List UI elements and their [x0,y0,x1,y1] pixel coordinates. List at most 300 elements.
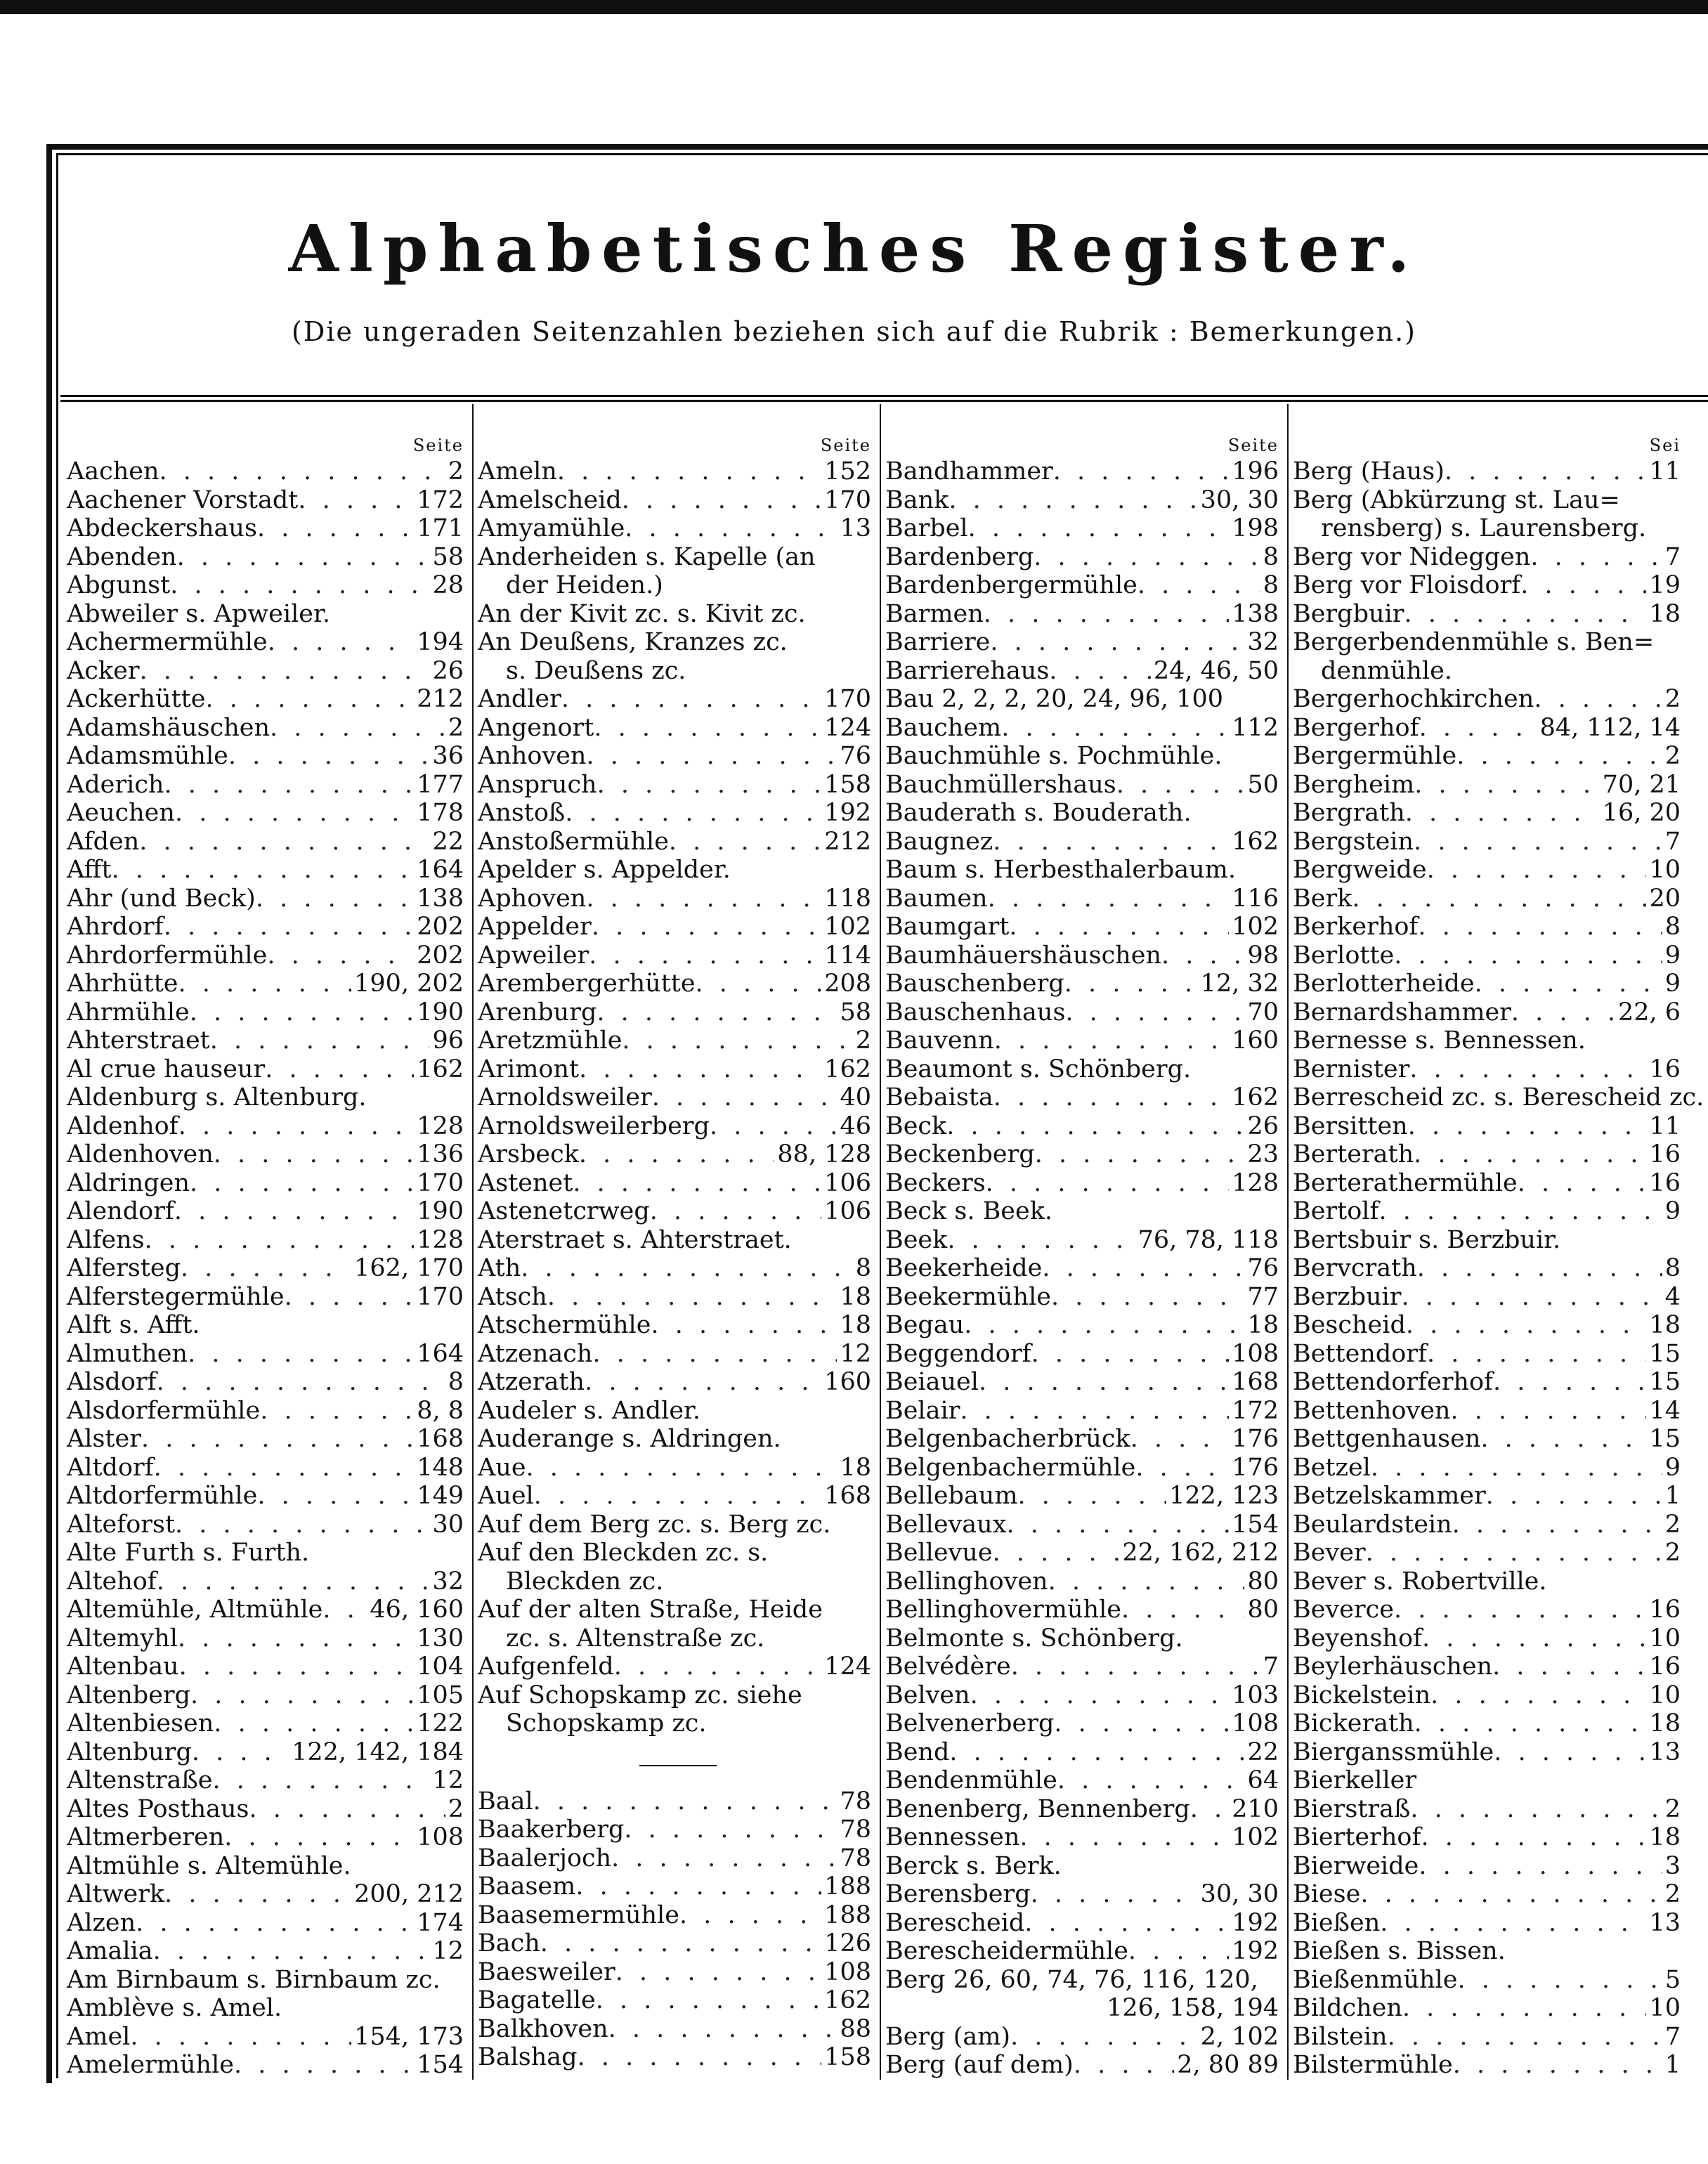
entry-page-number: 16 [1649,1653,1681,1681]
entry-page-number: 88, 128 [777,1140,871,1168]
leader-dots [1011,1653,1260,1681]
leader-dots [575,1872,821,1901]
entry-page-number: 178 [417,799,464,827]
entry-page-number: 158 [824,770,871,799]
leader-dots [154,1454,414,1482]
index-entry [885,771,1286,800]
entry-term: Aterstraet s. Ahterstraet. [478,1225,792,1254]
entry-page-number: 108 [1232,1709,1279,1738]
entry-term: Bersitten [1293,1112,1408,1140]
entry-term: Bardenberg [885,542,1034,571]
entry-term: Bilstermühle [1293,2051,1453,2079]
index-entry [478,1254,878,1283]
entry-page-number: 18 [1649,1311,1681,1339]
entry-page-number: 9 [1664,1197,1681,1225]
entry-term: Aue [478,1453,526,1482]
entry-page-number: 77 [1247,1282,1279,1311]
entry-term: Ahterstraet [67,1026,210,1055]
leader-dots [949,1738,1244,1767]
index-entry [885,1909,1286,1938]
entry-list [1293,457,1704,2080]
index-entry [478,1454,878,1482]
index-entry [885,1738,1286,1767]
entry-page-number: 10 [1649,1681,1681,1709]
index-entry [67,771,471,800]
index-entry [67,1368,471,1397]
leader-dots [1418,913,1662,941]
index-entry [67,543,471,572]
entry-term: Berlotte [1293,941,1395,970]
entry-term: Bernister [1293,1055,1410,1083]
entry-term: Am Birnbaum s. Birnbaum zc. [67,1965,441,1994]
index-entry [1293,913,1681,941]
entry-page-number: 46, 160 [370,1596,464,1624]
entry-term: Berkerhof [1293,913,1419,941]
entry-term: Belair [885,1396,960,1425]
index-entry [67,685,471,714]
entry-page-number: 76, 78, 118 [1137,1225,1279,1254]
entry-page-number: 36 [432,742,464,770]
entry-page-number: 192 [1232,1937,1279,1965]
leader-dots [1450,1397,1646,1426]
index-entry [478,1283,878,1312]
entry-page-number: 30, 30 [1200,485,1279,514]
entry-page-number: 10 [1649,1624,1681,1653]
leader-dots [164,1880,351,1909]
leader-dots [179,1653,415,1681]
leader-dots [1010,2023,1198,2052]
entry-term: Baugnez [885,827,993,856]
leader-dots [533,1787,837,1816]
entry-page-number: 212 [824,827,871,856]
index-entry [478,1653,878,1681]
index-entry [67,1197,471,1226]
leader-dots [990,628,1244,657]
entry-page-number: 2 [1664,742,1681,770]
leader-dots [298,486,414,515]
index-entry [67,457,471,486]
index-entry [885,1226,1286,1255]
entry-page-number: 50 [1247,770,1279,799]
index-entry [67,1283,471,1312]
leader-dots [1410,1795,1662,1824]
entry-term: Bellinghoven [885,1567,1048,1596]
entry-page-number: 194 [417,628,464,656]
index-entry [67,970,471,998]
entry-term: Baasem [478,1872,576,1901]
index-column-3 [880,404,1286,2080]
entry-page-number: 32 [1247,628,1279,656]
leader-dots [1009,913,1229,941]
entry-term: Belgenbachermühle [885,1453,1136,1482]
entry-page-number: 24, 46, 50 [1153,656,1279,685]
entry-term: Baum s. Herbesthalerbaum. [885,856,1236,884]
leader-dots [710,1112,837,1141]
entry-page-number: 160 [824,1368,871,1396]
entry-term: Altmühle s. Altemühle. [67,1851,351,1880]
index-entry [478,885,878,913]
entry-page-number: 22 [432,827,464,856]
entry-term: Altenbau [67,1653,179,1681]
index-entry [478,714,878,743]
entry-term: Bever [1293,1539,1366,1567]
entry-page-number: 122 [417,1709,464,1738]
index-entry [478,1140,878,1169]
leader-dots [1430,1681,1646,1710]
index-entry [478,1901,878,1930]
entry-page-number: 196 [1232,457,1279,485]
index-entry [67,1226,471,1255]
leader-dots [1042,1254,1244,1283]
entry-page-number: 162 [824,1055,871,1083]
index-entry [67,742,471,771]
index-entry [1293,514,1681,543]
index-entry [885,1083,1286,1112]
index-entry [67,571,471,600]
entry-term: Berck s. Berk. [885,1851,1062,1880]
leader-dots [1006,1511,1229,1539]
entry-term: Amalia [67,1937,153,1965]
index-entry [478,913,878,941]
entry-term: Auf dem Berg zc. s. Berg zc. [478,1510,831,1539]
entry-term: Alfersteg [67,1254,181,1282]
leader-dots [177,543,430,572]
index-entry [478,1539,878,1567]
entry-term: Atzenach [478,1339,593,1368]
entry-term: Bescheid [1293,1311,1406,1339]
index-entry [67,1823,471,1852]
leader-dots [136,1909,414,1938]
entry-page-number: 8 [855,1254,871,1282]
index-entry [478,742,878,771]
index-entry [1293,1254,1681,1283]
leader-dots [614,1653,821,1681]
entry-page-number: 15 [1649,1425,1681,1453]
leader-dots [256,885,414,913]
leader-dots [190,1681,414,1710]
leader-dots [257,1482,414,1511]
index-entry [1293,457,1681,486]
index-entry [478,1368,878,1397]
index-entry [67,1966,471,1995]
entry-term: Andler [478,685,561,713]
entry-term: Atsch [478,1282,547,1311]
leader-dots [1534,685,1662,714]
index-entry [478,1872,878,1901]
index-entry [478,685,878,714]
entry-page-number: 13 [1649,1738,1681,1766]
leader-dots [1121,1596,1244,1624]
entry-term: Balshag [478,2043,578,2071]
entry-page-number: 7 [1664,827,1681,856]
entry-page-number: 23 [1247,1140,1279,1168]
entry-page-number: 124 [824,713,871,742]
index-entry [478,1340,878,1369]
entry-term: Betzelskammer [1293,1482,1486,1510]
index-entry [1293,1795,1681,1824]
entry-term: Altes Posthaus [67,1794,249,1823]
index-entry [885,543,1286,572]
entry-page-number: 30 [432,1510,464,1539]
leader-dots [1486,1482,1662,1511]
entry-term: Ahr (und Beck) [67,884,256,913]
index-entry [885,1254,1286,1283]
entry-term: Altemyhl [67,1624,178,1653]
entry-term: Altmerberen [67,1823,225,1851]
index-entry [885,941,1286,970]
entry-page-number: 128 [1232,1168,1279,1197]
index-entry [478,486,878,515]
entry-term: Astenet [478,1168,573,1197]
index-entry [67,799,471,828]
leader-dots [589,941,821,970]
index-entry [1293,742,1681,771]
leader-dots [592,913,821,941]
index-entry [1293,1083,1704,1112]
entry-page-number: 5 [1664,1965,1681,1994]
index-entry [1293,998,1681,1027]
entry-page-number: 8 [1664,1254,1681,1282]
entry-page-number: 70, 21 [1602,770,1681,799]
index-entry [1293,1880,1681,1909]
index-entry [67,1852,471,1881]
entry-page-number: 19 [1649,571,1681,599]
entry-page-number: 200, 212 [354,1880,464,1908]
index-entry [885,1340,1286,1369]
entry-page-number: 170 [824,485,871,514]
index-entry [1293,685,1681,714]
entry-term: Bettendorferhof [1293,1368,1493,1396]
index-entry [67,1169,471,1198]
index-entry [885,1596,1286,1624]
leader-dots [1427,1340,1646,1369]
entry-term: Auf den Bleckden zc. s. [478,1539,769,1567]
entry-term: Berg (Haus) [1293,457,1445,485]
index-entry [478,1567,878,1596]
entry-term: Beiauel [885,1368,979,1396]
leader-dots [586,742,837,771]
entry-term: Bertsbuir s. Berzbuir. [1293,1225,1561,1254]
index-entry [478,543,878,572]
entry-term: Beverce [1293,1596,1394,1624]
index-entry [67,1425,471,1454]
entry-term: Bergheim [1293,770,1415,799]
leader-dots [112,856,415,885]
entry-term: Berterath [1293,1140,1414,1168]
index-entry [67,1994,471,2023]
entry-term: Auderange s. Aldringen. [478,1425,781,1453]
leader-dots [214,1709,414,1738]
leader-dots [579,1140,775,1169]
index-entry [1293,1112,1681,1141]
index-entry [478,1026,878,1055]
index-entry [885,628,1286,657]
index-entry [885,1425,1286,1454]
leader-dots [611,1844,837,1873]
entry-page-number: 108 [1232,1339,1279,1368]
index-entry [885,2023,1286,2052]
entry-page-number: 78 [840,1787,871,1816]
entry-page-number: 8 [448,1368,464,1396]
entry-page-number: 114 [824,941,871,970]
entry-term: Bellevaux [885,1510,1007,1539]
index-entry [1293,1681,1681,1710]
entry-page-number: 177 [417,770,464,799]
entry-term: Bertolf [1293,1197,1379,1225]
leader-dots [1054,1709,1229,1738]
entry-term: Beekermühle [885,1282,1051,1311]
entry-term: Bauschenberg [885,970,1064,998]
leader-dots [1053,457,1229,486]
entry-page-number: 16 [1649,1168,1681,1197]
entry-term: Bettgenhausen [1293,1425,1481,1453]
entry-page-number: 106 [824,1168,871,1197]
entry-term: Baumen [885,884,988,913]
entry-page-number: 28 [432,571,464,599]
index-entry [478,1397,878,1426]
index-entry [478,1425,878,1454]
entry-term: Bellebaum [885,1482,1018,1510]
entry-term: Beaumont s. Schönberg. [885,1055,1192,1083]
entry-term: Bau 2, 2, 2, 20, 24, 96, 100 [885,685,1223,713]
leader-dots [1031,1340,1230,1369]
index-entry [885,1112,1286,1141]
entry-page-number: 176 [1232,1425,1279,1453]
entry-page-number: 2 [448,457,464,485]
index-entry [885,1482,1286,1511]
entry-term: Beck [885,1112,947,1140]
entry-page-number: 168 [1232,1368,1279,1396]
entry-page-number: 46 [840,1112,871,1140]
leader-dots [970,1681,1230,1710]
entry-term: Bebaista [885,1083,993,1112]
entry-page-number: 18 [840,1311,871,1339]
leader-dots [178,970,351,998]
entry-page-number: 192 [824,799,871,827]
entry-page-number: 158 [824,2043,871,2071]
leader-dots [174,1197,414,1226]
index-entry [1293,1738,1681,1767]
index-entry [885,799,1286,828]
entry-page-number: 190 [417,1197,464,1225]
index-entry [67,1511,471,1539]
index-entry [478,1083,878,1112]
index-entry [885,1880,1286,1909]
entry-page-number: 15 [1649,1368,1681,1396]
entry-term: Berrescheid zc. s. Berescheid zc. [1293,1083,1704,1112]
leader-dots [615,1958,821,1987]
entry-page-number: 4 [1664,1282,1681,1311]
index-entry [1293,1397,1681,1426]
leader-dots [1190,1795,1229,1824]
index-entry [885,514,1286,543]
leader-dots [1480,1425,1646,1454]
index-entry [885,486,1286,515]
entry-term: Bettendorf [1293,1339,1427,1368]
entry-term: Ameln [478,457,557,485]
entry-term: Belven [885,1681,970,1709]
page-subtitle: (Die ungeraden Seitenzahlen beziehen sich auf die Rubrik : Bemerkungen.) [292,316,1416,347]
entry-term: Aldenhof [67,1112,178,1140]
entry-page-number: 105 [417,1681,464,1709]
entry-term: Berg (am) [885,2022,1011,2051]
index-entry [67,2023,471,2052]
column-header-seite: Seite [820,436,871,455]
leader-dots [984,600,1229,629]
entry-term: Bickerath [1293,1709,1414,1738]
entry-term: Acker [67,656,140,685]
entry-page-number: 26 [1247,1112,1279,1140]
leader-dots [257,514,414,543]
index-entry [67,1311,471,1340]
entry-page-number: 128 [417,1225,464,1254]
leader-dots [1422,1624,1646,1653]
leader-dots [1493,1368,1646,1397]
leader-dots [573,1169,821,1198]
index-entry [1293,1283,1681,1312]
leader-dots [1414,1709,1647,1738]
entry-term: Bauchem [885,713,1002,742]
entry-term: 126, 158, 194 [1107,1994,1279,2022]
entry-page-number: 80 [1247,1567,1279,1596]
entry-page-number: 168 [824,1482,871,1510]
index-entry [885,1795,1286,1824]
entry-page-number: 164 [417,856,464,884]
entry-page-number: 210 [1232,1794,1279,1823]
leader-dots [993,828,1229,856]
entry-term: Altenbiesen [67,1709,214,1738]
leader-dots [1137,571,1260,600]
leader-dots [586,885,821,913]
leader-dots [1475,970,1662,998]
index-entry [885,856,1286,885]
index-entry [67,1880,471,1909]
leader-dots [157,1567,430,1596]
leader-dots [210,1026,430,1055]
entry-term: Beekerheide [885,1254,1043,1282]
entry-page-number: 170 [417,1282,464,1311]
index-entry [1293,1909,1681,1938]
entry-term: Biese [1293,1880,1361,1908]
entry-term: Al crue hauseur [67,1055,266,1083]
leader-dots [622,1026,852,1055]
index-entry [885,828,1286,856]
index-entry [67,1482,471,1511]
leader-dots [679,1901,821,1930]
leader-dots [265,1055,414,1084]
entry-page-number: 2 [1664,1539,1681,1567]
entry-page-number: 7 [1263,1653,1279,1681]
leader-dots [624,1816,837,1844]
entry-term: Bellevue [885,1539,993,1567]
entry-term: Schopskamp zc. [506,1709,707,1738]
entry-term: Altwerk [67,1880,165,1908]
entry-page-number: 1 [1664,2051,1681,2079]
leader-dots [597,771,822,800]
leader-dots [190,1169,414,1198]
index-entry [478,571,878,600]
leader-dots [260,1397,414,1426]
entry-term: Bagatelle [478,1986,596,2014]
entry-term: Berescheid [885,1908,1025,1937]
entry-page-number: 96 [432,1026,464,1055]
leader-dots [1380,1909,1646,1938]
entry-page-number: 108 [824,1957,871,1986]
leader-dots [1414,828,1662,856]
leader-dots [1405,799,1600,828]
entry-term: Bauchmühle s. Pochmühle. [885,742,1223,770]
entry-term: Bauchmüllershaus [885,770,1116,799]
